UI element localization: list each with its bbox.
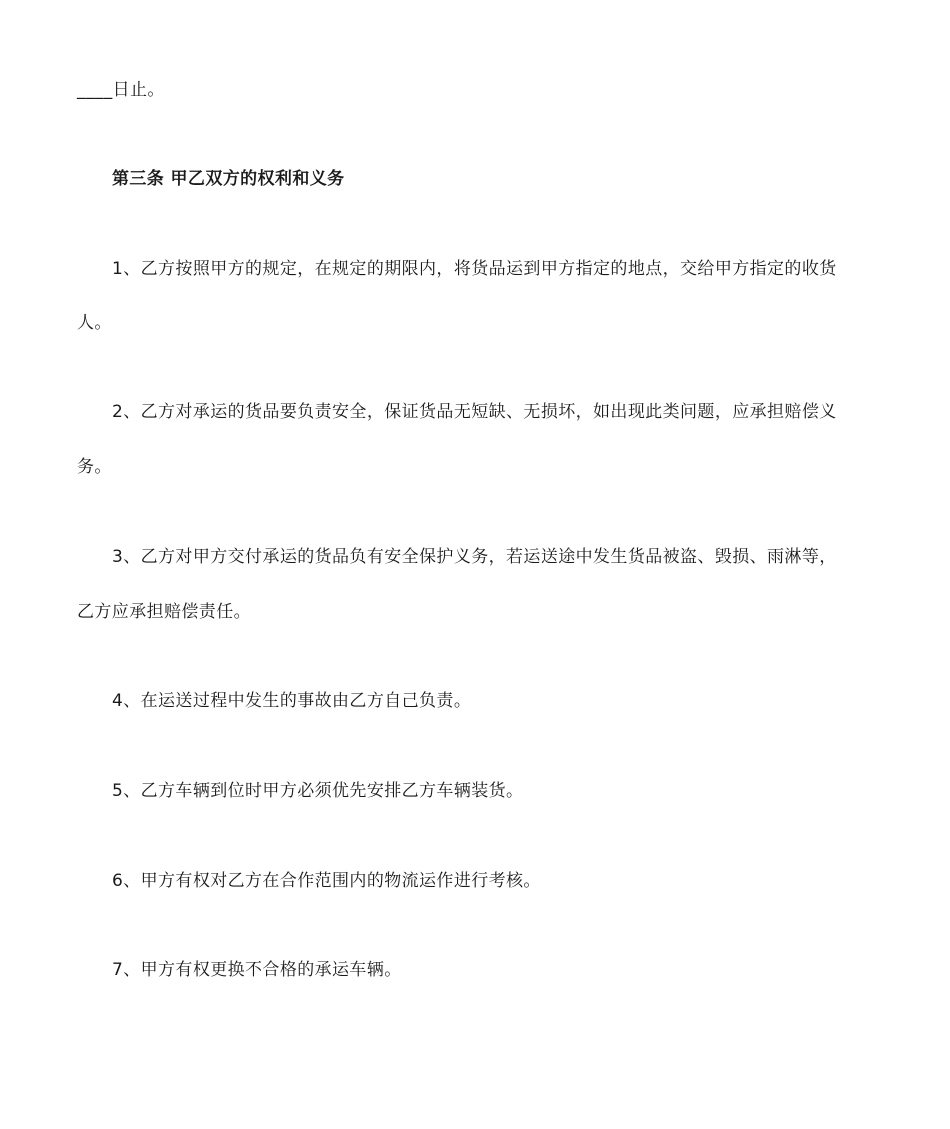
clause-7: 7、甲方有权更换不合格的承运车辆。 xyxy=(112,960,402,980)
clause-6: 6、甲方有权对乙方在合作范围内的物流运作进行考核。 xyxy=(112,871,541,891)
clause-4: 4、在运送过程中发生的事故由乙方自己负责。 xyxy=(112,691,472,711)
clause-1-line-1: 1、乙方按照甲方的规定，在规定的期限内，将货品运到甲方指定的地点，交给甲方指定的收货 xyxy=(112,259,837,279)
clause-3-line-1: 3、乙方对甲方交付承运的货品负有安全保护义务，若运送途中发生货品被盗、毁损、雨淋等， xyxy=(112,547,837,567)
section-heading: 第三条 甲乙双方的权利和义务 xyxy=(112,169,345,189)
continuation-text: ____日止。 xyxy=(77,80,165,100)
clause-2-line-2: 务。 xyxy=(77,457,112,477)
clause-1-line-2: 人。 xyxy=(77,313,112,333)
clause-3-line-2: 乙方应承担赔偿责任。 xyxy=(77,602,251,622)
clause-2-line-1: 2、乙方对承运的货品要负责安全，保证货品无短缺、无损坏，如出现此类问题，应承担赔偿义 xyxy=(112,402,837,422)
clause-5: 5、乙方车辆到位时甲方必须优先安排乙方车辆装货。 xyxy=(112,781,524,801)
